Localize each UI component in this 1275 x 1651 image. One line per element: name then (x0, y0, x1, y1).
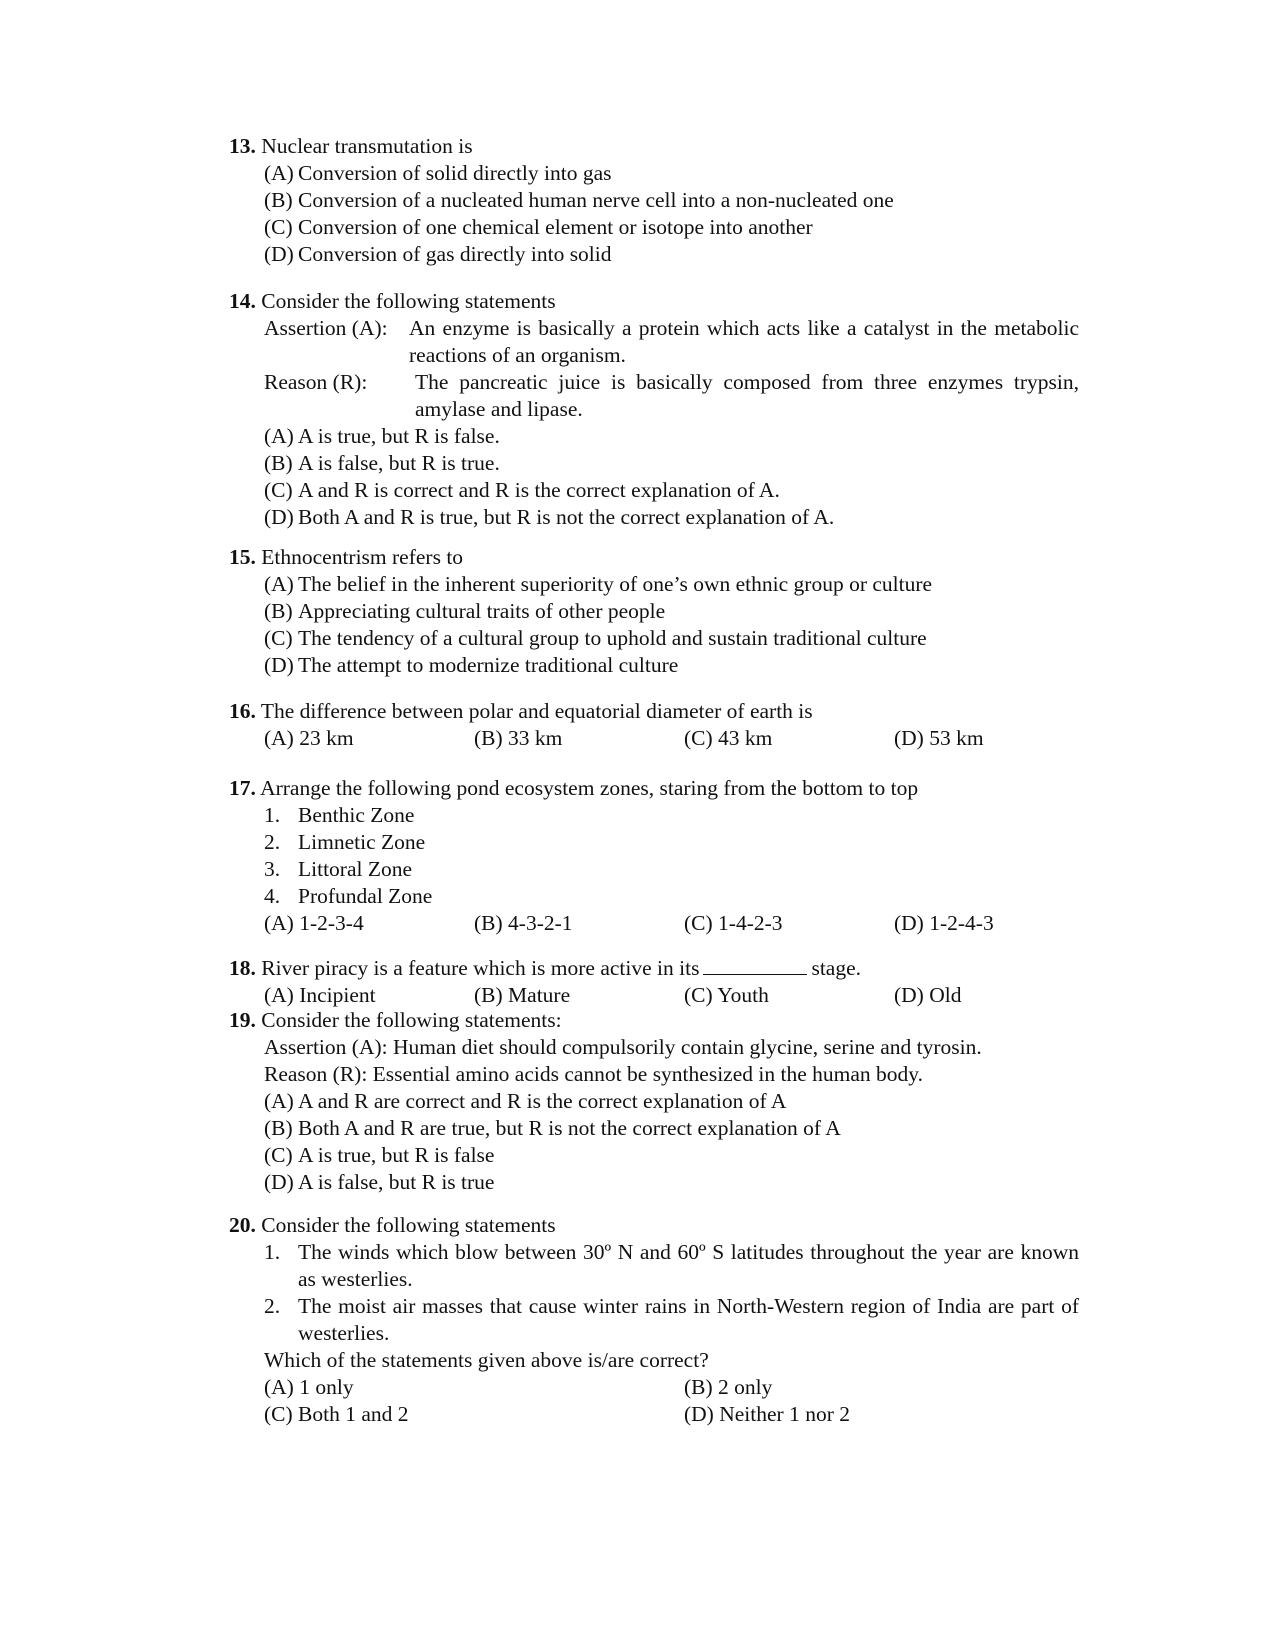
option-b: (B) A is false, but R is true. (264, 451, 500, 475)
question-text: Consider the following statements: (261, 1008, 562, 1032)
question-number: 18. (229, 956, 256, 980)
option-a: (A) Conversion of solid directly into gas (264, 161, 612, 185)
option-c: (C) Both 1 and 2 (264, 1402, 409, 1426)
question-14-stem (229, 288, 1079, 315)
question-number: 17. (229, 776, 256, 800)
options-row (264, 1374, 1079, 1401)
option-a: (A) 23 km (264, 726, 354, 750)
question-20-stem (229, 1212, 1079, 1239)
question-text-end: stage. (811, 956, 862, 980)
option-d: (D) 53 km (894, 726, 984, 750)
option-a: (A) The belief in the inherent superiority of one’s own ethnic group or culture (264, 572, 933, 596)
question-text: River piracy is a feature which is more active in its (261, 956, 700, 980)
option-c: (C) Youth (684, 983, 769, 1007)
option-b: (B) 4-3-2-1 (474, 911, 573, 935)
question-18-stem (229, 955, 1079, 982)
option-d: (D) Old (894, 983, 962, 1007)
question-number: 14. (229, 289, 256, 313)
list-item: 1. The winds which blow between 30º N and 60º S latitudes throughout the year are known as westerlies. (264, 1240, 1079, 1291)
question-15 (229, 544, 1079, 679)
statement-list (264, 1239, 1079, 1347)
question-18 (229, 955, 1079, 1009)
option-d: (D) Both A and R is true, but R is not the correct explanation of A. (264, 505, 835, 529)
question-16-stem (229, 698, 1079, 725)
option-d: (D) A is false, but R is true (264, 1170, 495, 1194)
option-a: (A) 1 only (264, 1375, 354, 1399)
list-item: 3. Littoral Zone (264, 857, 413, 881)
option-d: (D) 1-2-4-3 (894, 911, 994, 935)
question-number: 13. (229, 134, 256, 158)
option-a: (A) Incipient (264, 983, 376, 1007)
assertion-statement: Assertion (A): Human diet should compulsorily contain glycine, serine and tyrosin. (264, 1035, 982, 1059)
option-a: (A) 1-2-3-4 (264, 911, 364, 935)
question-text: The difference between polar and equatorial diameter of earth is (260, 699, 813, 723)
option-a: (A) A is true, but R is false. (264, 424, 500, 448)
question-17 (229, 775, 1079, 937)
sub-question: Which of the statements given above is/are correct? (264, 1348, 709, 1372)
list-item: 2. The moist air masses that cause winter rains in North-Western region of India are part of westerlies. (264, 1294, 1079, 1345)
option-b: (B) Mature (474, 983, 571, 1007)
question-text: Consider the following statements (261, 289, 556, 313)
reason-statement: Reason (R): The pancreatic juice is basically composed from three enzymes trypsin, amylase and lipase. (264, 370, 1079, 421)
option-c: (C) 43 km (684, 726, 773, 750)
options-row (264, 725, 1079, 752)
question-text: Ethnocentrism refers to (261, 545, 464, 569)
fill-in-blank (703, 956, 807, 975)
option-c: (C) 1-4-2-3 (684, 911, 783, 935)
reason-statement: Reason (R): Essential amino acids cannot be synthesized in the human body. (264, 1062, 923, 1086)
options-row (264, 910, 1079, 937)
question-20 (229, 1212, 1079, 1428)
option-d: (D) The attempt to modernize traditional culture (264, 653, 679, 677)
question-13 (229, 133, 1079, 268)
option-c: (C) A is true, but R is false (264, 1143, 495, 1167)
option-d: (D) Conversion of gas directly into solid (264, 242, 612, 266)
option-c: (C) A and R is correct and R is the correct explanation of A. (264, 478, 780, 502)
option-d: (D) Neither 1 nor 2 (684, 1402, 850, 1426)
question-17-stem (229, 775, 1079, 802)
option-a: (A) A and R are correct and R is the correct explanation of A (264, 1089, 787, 1113)
question-text: Arrange the following pond ecosystem zones, staring from the bottom to top (260, 776, 919, 800)
options-row (264, 982, 1079, 1009)
list-item: 4. Profundal Zone (264, 884, 433, 908)
option-c: (C) Conversion of one chemical element or isotope into another (264, 215, 813, 239)
assertion-statement: Assertion (A): An enzyme is basically a protein which acts like a catalyst in the metabolic reactions of an organism. (264, 316, 1079, 367)
list-item: 1. Benthic Zone (264, 803, 415, 827)
question-16 (229, 698, 1079, 752)
question-19-stem (229, 1007, 1079, 1034)
question-number: 15. (229, 545, 256, 569)
question-text: Nuclear transmutation is (261, 134, 473, 158)
option-c: (C) The tendency of a cultural group to uphold and sustain traditional culture (264, 626, 927, 650)
list-item: 2. Limnetic Zone (264, 830, 426, 854)
option-b: (B) 33 km (474, 726, 563, 750)
question-19 (229, 1007, 1079, 1196)
option-b: (B) Both A and R are true, but R is not the correct explanation of A (264, 1116, 841, 1140)
options-row (264, 1401, 1079, 1428)
zone-list (264, 802, 1079, 910)
question-number: 16. (229, 699, 256, 723)
option-b: (B) Appreciating cultural traits of other people (264, 599, 666, 623)
option-b: (B) Conversion of a nucleated human nerve cell into a non-nucleated one (264, 188, 894, 212)
question-15-stem (229, 544, 1079, 571)
question-text: Consider the following statements (261, 1213, 556, 1237)
option-b: (B) 2 only (684, 1375, 773, 1399)
question-14 (229, 288, 1079, 531)
question-number: 20. (229, 1213, 256, 1237)
question-number: 19. (229, 1008, 256, 1032)
question-13-stem (229, 133, 1079, 160)
